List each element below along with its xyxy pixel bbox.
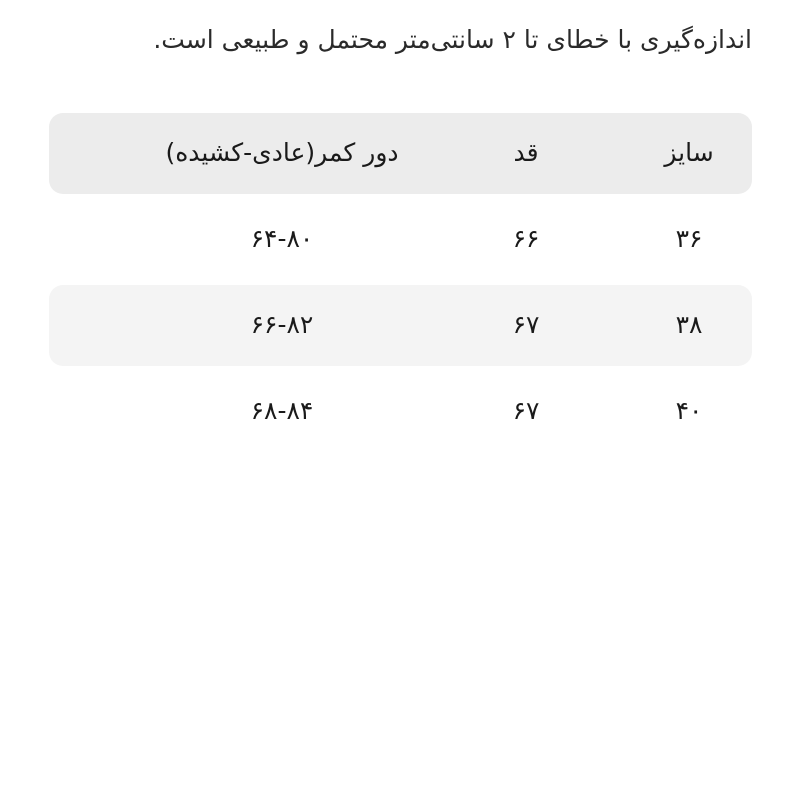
cell-size: ۳۶ (675, 224, 703, 253)
cell-height: ۶۶ (512, 224, 540, 253)
cell-height: ۶۷ (512, 310, 540, 339)
header-size: سایز (664, 138, 714, 167)
table-row (49, 371, 752, 452)
size-table (49, 113, 752, 457)
table-row (49, 285, 752, 366)
cell-size: ۳۸ (675, 310, 703, 339)
cell-waist: ۶۴-۸۰ (250, 224, 314, 253)
cell-height: ۶۷ (512, 396, 540, 425)
measurement-note: اندازه‌گیری با خطای تا ۲ سانتی‌متر محتمل و طبیعی است. (153, 25, 752, 54)
cell-waist: ۶۸-۸۴ (250, 396, 314, 425)
header-height: قد (513, 138, 539, 167)
table-header-row (49, 113, 752, 194)
cell-size: ۴۰ (675, 396, 703, 425)
table-row (49, 199, 752, 280)
header-waist: دور کمر(عادی-کشیده) (165, 138, 399, 167)
cell-waist: ۶۶-۸۲ (250, 310, 314, 339)
